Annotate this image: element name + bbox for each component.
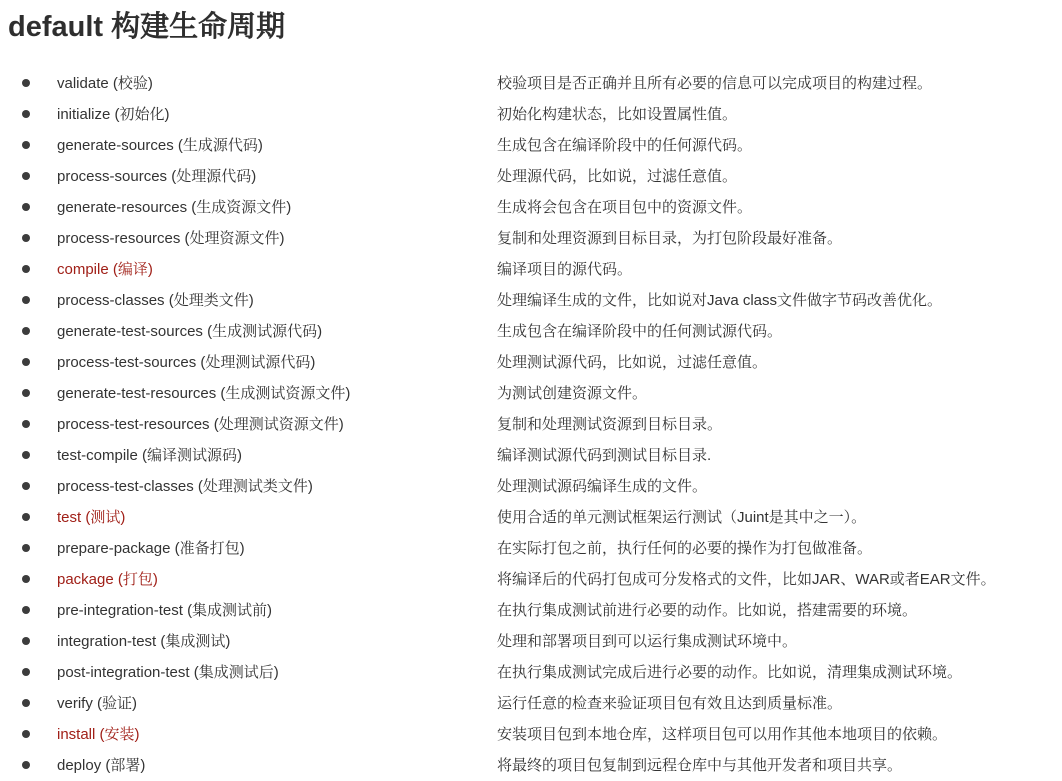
list-item — [0, 315, 1062, 346]
bullet-icon — [22, 172, 30, 180]
phase-label: package (打包) — [57, 571, 158, 588]
list-item — [0, 501, 1062, 532]
phase-label: post-integration-test (集成测试后) — [57, 664, 279, 681]
bullet-icon — [22, 420, 30, 428]
phase-description: 将编译后的代码打包成可分发格式的文件，比如JAR、WAR或者EAR文件。 — [497, 571, 996, 588]
list-item — [0, 656, 1062, 687]
phase-description: 初始化构建状态，比如设置属性值。 — [497, 106, 738, 123]
list-item — [0, 439, 1062, 470]
list-item — [0, 625, 1062, 656]
phase-description: 在执行集成测试前进行必要的动作。比如说，搭建需要的环境。 — [497, 602, 918, 619]
bullet-icon — [22, 110, 30, 118]
list-item — [0, 67, 1062, 98]
list-item — [0, 718, 1062, 749]
phase-label: process-test-classes (处理测试类文件) — [57, 478, 313, 495]
phase-label: test-compile (编译测试源码) — [57, 447, 243, 464]
phase-description: 复制和处理测试资源到目标目录。 — [497, 416, 723, 433]
phase-label: compile (编译) — [57, 261, 153, 278]
phase-description: 复制和处理资源到目标目录，为打包阶段最好准备。 — [497, 230, 843, 247]
phase-description: 编译项目的源代码。 — [497, 261, 633, 278]
phase-description: 编译测试源代码到测试目标目录. — [497, 447, 712, 464]
phase-label: integration-test (集成测试) — [57, 633, 231, 650]
phase-description: 在实际打包之前，执行任何的必要的操作为打包做准备。 — [497, 540, 873, 557]
phase-label: pre-integration-test (集成测试前) — [57, 602, 273, 619]
bullet-icon — [22, 668, 30, 676]
lifecycle-list — [0, 67, 1062, 780]
phase-label: test (测试) — [57, 509, 126, 526]
bullet-icon — [22, 296, 30, 304]
phase-label: process-classes (处理类文件) — [57, 292, 254, 309]
phase-label: deploy (部署) — [57, 757, 146, 774]
list-item — [0, 749, 1062, 780]
bullet-icon — [22, 141, 30, 149]
bullet-icon — [22, 513, 30, 521]
phase-label: process-sources (处理源代码) — [57, 168, 257, 185]
phase-description: 生成将会包含在项目包中的资源文件。 — [497, 199, 753, 216]
phase-description: 运行任意的检查来验证项目包有效且达到质量标准。 — [497, 695, 843, 712]
list-item — [0, 191, 1062, 222]
list-item — [0, 687, 1062, 718]
phase-label: generate-resources (生成资源文件) — [57, 199, 292, 216]
list-item — [0, 470, 1062, 501]
bullet-icon — [22, 203, 30, 211]
bullet-icon — [22, 482, 30, 490]
bullet-icon — [22, 358, 30, 366]
list-item — [0, 284, 1062, 315]
phase-description: 处理和部署项目到可以运行集成测试环境中。 — [497, 633, 798, 650]
bullet-icon — [22, 389, 30, 397]
bullet-icon — [22, 544, 30, 552]
bullet-icon — [22, 575, 30, 583]
phase-label: validate (校验) — [57, 75, 153, 92]
phase-description: 处理测试源代码，比如说，过滤任意值。 — [497, 354, 768, 371]
list-item — [0, 98, 1062, 129]
list-item — [0, 160, 1062, 191]
list-item — [0, 563, 1062, 594]
phase-description: 处理编译生成的文件，比如说对Java class文件做字节码改善优化。 — [497, 292, 943, 309]
phase-label: prepare-package (准备打包) — [57, 540, 245, 557]
bullet-icon — [22, 451, 30, 459]
bullet-icon — [22, 699, 30, 707]
phase-label: initialize (初始化) — [57, 106, 170, 123]
phase-label: process-test-sources (处理测试源代码) — [57, 354, 316, 371]
bullet-icon — [22, 637, 30, 645]
bullet-icon — [22, 234, 30, 242]
bullet-icon — [22, 265, 30, 273]
bullet-icon — [22, 79, 30, 87]
phase-description: 处理源代码，比如说，过滤任意值。 — [497, 168, 738, 185]
phase-label: install (安装) — [57, 726, 140, 743]
phase-label: generate-test-resources (生成测试资源文件) — [57, 385, 351, 402]
bullet-icon — [22, 761, 30, 769]
phase-description: 使用合适的单元测试框架运行测试（Juint是其中之一）。 — [497, 509, 867, 526]
phase-description: 在执行集成测试完成后进行必要的动作。比如说，清理集成测试环境。 — [497, 664, 963, 681]
phase-label: process-test-resources (处理测试资源文件) — [57, 416, 344, 433]
phase-label: generate-test-sources (生成测试源代码) — [57, 323, 323, 340]
phase-description: 生成包含在编译阶段中的任何测试源代码。 — [497, 323, 783, 340]
phase-label: verify (验证) — [57, 695, 137, 712]
list-item — [0, 253, 1062, 284]
phase-label: process-resources (处理资源文件) — [57, 230, 285, 247]
list-item — [0, 129, 1062, 160]
phase-description: 安装项目包到本地仓库，这样项目包可以用作其他本地项目的依赖。 — [497, 726, 948, 743]
list-item — [0, 222, 1062, 253]
phase-label: generate-sources (生成源代码) — [57, 137, 263, 154]
list-item — [0, 594, 1062, 625]
page-title: default 构建生命周期 — [8, 11, 286, 43]
bullet-icon — [22, 730, 30, 738]
phase-description: 校验项目是否正确并且所有必要的信息可以完成项目的构建过程。 — [497, 75, 933, 92]
phase-description: 将最终的项目包复制到远程仓库中与其他开发者和项目共享。 — [497, 757, 903, 774]
phase-description: 处理测试源码编译生成的文件。 — [497, 478, 708, 495]
bullet-icon — [22, 606, 30, 614]
bullet-icon — [22, 327, 30, 335]
list-item — [0, 346, 1062, 377]
list-item — [0, 408, 1062, 439]
phase-description: 生成包含在编译阶段中的任何源代码。 — [497, 137, 753, 154]
list-item — [0, 377, 1062, 408]
phase-description: 为测试创建资源文件。 — [497, 385, 648, 402]
list-item — [0, 532, 1062, 563]
